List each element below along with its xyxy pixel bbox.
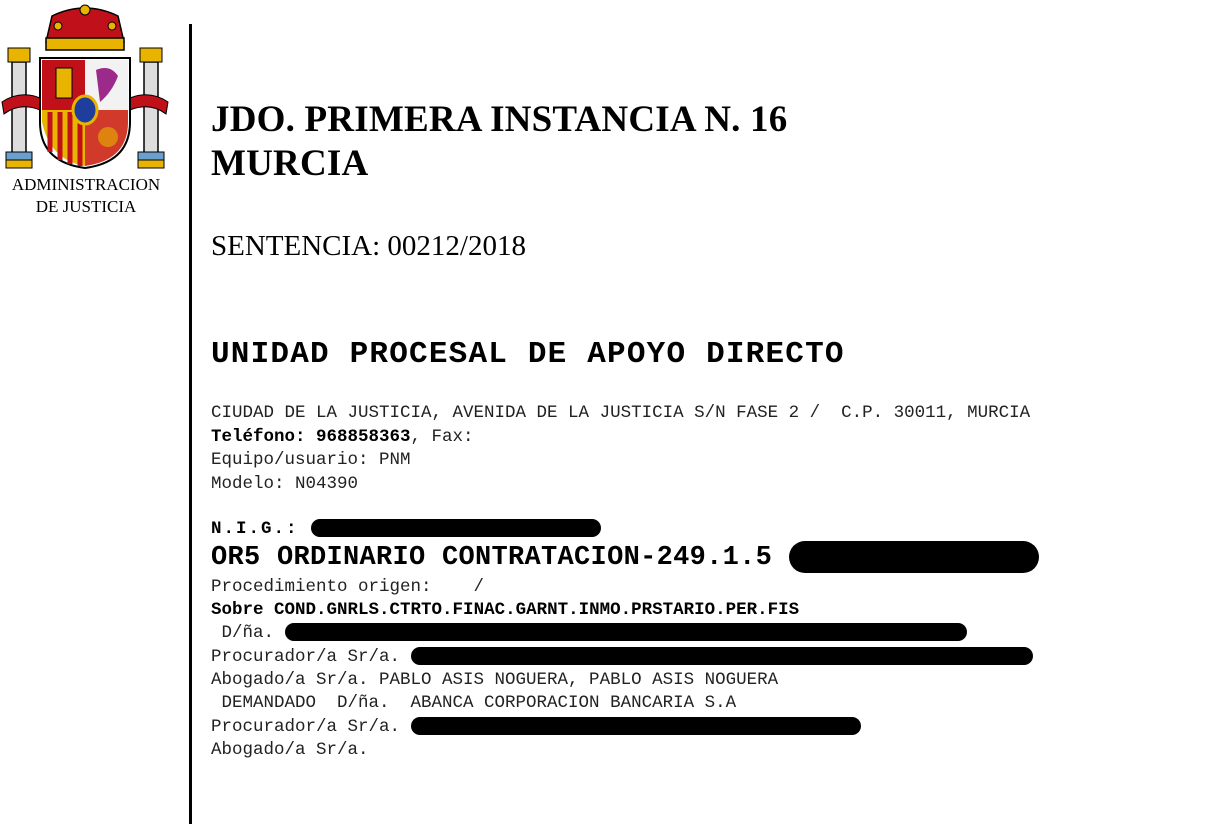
nig-label: N.I.G.: <box>211 519 299 539</box>
abogado-line-1: Abogado/a Sr/a. PABLO ASIS NOGUERA, PABLO ASIS NOGUERA <box>211 670 779 690</box>
spain-coat-of-arms-icon <box>0 2 170 170</box>
admin-line-2: DE JUSTICIA <box>35 197 137 216</box>
telefono-value: 968858363 <box>316 426 411 447</box>
nig-line <box>211 517 601 541</box>
unit-info <box>211 402 1030 496</box>
dna-line <box>211 622 967 646</box>
origen-line: Procedimiento origen: / <box>211 577 485 597</box>
modelo-line: Modelo: N04390 <box>211 473 359 494</box>
sobre-label: Sobre <box>211 600 264 620</box>
equipo-line: Equipo/usuario: PNM <box>211 450 411 470</box>
vertical-divider <box>189 24 192 824</box>
court-line-1: JDO. PRIMERA INSTANCIA N. 16 <box>211 99 788 140</box>
redaction-bar <box>311 519 601 537</box>
unit-title: UNIDAD PROCESAL DE APOYO DIRECTO <box>211 337 845 372</box>
procedure-title: OR5 ORDINARIO CONTRATACION-249.1.5 <box>211 543 773 573</box>
procurador-line-2 <box>211 716 861 740</box>
redaction-bar <box>285 623 967 641</box>
court-line-2: MURCIA <box>211 143 369 184</box>
dna-label: D/ña. <box>211 623 275 643</box>
admin-line-1: ADMINISTRACION <box>11 175 161 194</box>
telefono-label: Teléfono: <box>211 426 306 447</box>
sobre-line <box>211 599 799 623</box>
redaction-bar <box>411 647 1033 665</box>
phone-line <box>211 426 1030 450</box>
address-line: CIUDAD DE LA JUSTICIA, AVENIDA DE LA JUSTICIA S/N FASE 2 / C.P. 30011, MURCIA <box>211 403 1031 423</box>
demandado-line: DEMANDADO D/ña. ABANCA CORPORACION BANCARIA S.A <box>211 693 737 713</box>
redaction-bar <box>789 541 1039 573</box>
court-heading <box>211 98 787 186</box>
administracion-de-justicia-label <box>0 174 172 218</box>
procurador-label-1: Procurador/a Sr/a. <box>211 647 401 667</box>
fax-label: , Fax: <box>410 426 474 447</box>
abogado-line-2: Abogado/a Sr/a. <box>211 740 369 760</box>
sobre-value: COND.GNRLS.CTRTO.FINAC.GARNT.INMO.PRSTARIO.PER.FIS <box>274 600 800 620</box>
procurador-line-1 <box>211 646 1033 670</box>
procedure-line <box>211 540 1039 576</box>
procurador-label-2: Procurador/a Sr/a. <box>211 717 401 737</box>
redaction-bar <box>411 717 861 735</box>
sentencia-number: SENTENCIA: 00212/2018 <box>211 230 526 262</box>
